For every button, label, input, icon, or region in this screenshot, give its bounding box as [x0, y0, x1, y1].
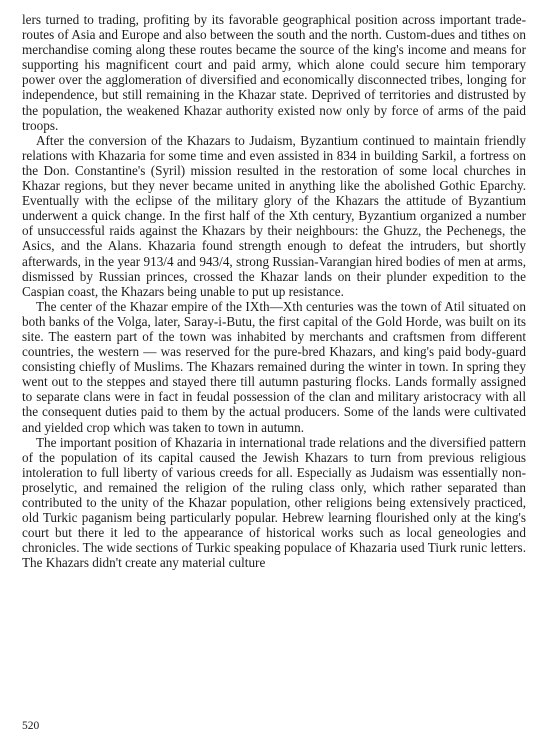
- paragraph-atil-capital: The center of the Khazar empire of the IXth—Xth centuries was the town of Atil situated on both banks of the Volga, later, Saray-i-Butu, the first capital of the Gold Horde, was built on its site. The eastern part of the town was inhabited by merchants and craftsmen from different countries, the western — was reserved for the pure-bred Khazars, and king's paid body-guard consisting chiefly of Muslims. The Khazars remained during the winter in town. In spring they went out to the steppes and stayed there till autumn pasturing flocks. Lands formally assigned to separate clans were in fact in feudal possession of the clan and military aristocracy with all the consequent duties paid to them by the actual producers. Some of the lands were cultivated and yielded crop which was taken to town in autumn.: [22, 298, 526, 435]
- body-text: [22, 12, 526, 570]
- page-number: 520: [22, 720, 40, 732]
- paragraph-byzantium-relations: After the conversion of the Khazars to Judaism, Byzantium continued to maintain friendly relations with Khazaria for some time and even assisted in 834 in building Sarkil, a fortress on the Don. Constantine's (Syril) mission resulted in the restoration of some local churches in Khazar regions, but they never became united in anything like the abolished Gothic Eparchy. Eventually with the eclipse of the military glory of the Khazars the attitude of Byzantium underwent a quick change. In the first half of the Xth century, Byzantium organized a number of unsuccessful raids against the Khazars by their neighbours: the Ghuzz, the Pechenegs, the Asics, and the Alans. Khazaria found strength enough to defeat the intruders, but shortly afterwards, in the year 913/4 and 943/4, strong Russian-Varangian hired bodies of men at arms, dismissed by Russian princes, crossed the Khazar lands on their plunder expedition to the Caspian coast, the Khazars being unable to put up resistance.: [22, 132, 526, 299]
- page: [22, 12, 526, 742]
- paragraph-continued: lers turned to trading, profiting by its favorable geographical position across important trade-routes of Asia and Europe and also between the south and the north. Custom-dues and tithes on merchandise coming along these routes became the source of the king's income and means for supporting his magnificent court and paid army, which alone could secure him temporary power over the agglomeration of diversified and economically disconnected tribes, longing for independence, but still remaining in the Khazar state. Deprived of territories and distrusted by the population, the weakened Khazar authority existed now only by force of arms of the paid troops.: [22, 12, 526, 133]
- paragraph-religious-tolerance: The important position of Khazaria in international trade relations and the diversified pattern of the population of its capital caused the Jewish Khazars to turn from previous religious intoleration to full liberty of various creeds for all. Especially as Judaism was essentially non-proselytic, and remained the religion of the ruling class only, which rather separated than contributed to the unity of the Khazar population, other religions being extensively practiced, old Turkic paganism being particularly popular. Hebrew learning flourished only at the king's court but there it led to the appearance of historical works such as local geneologies and chronicles. The wide sections of Turkic speaking populace of Khazaria used Tiurk runic letters. The Khazars didn't create any material culture: [22, 434, 526, 571]
